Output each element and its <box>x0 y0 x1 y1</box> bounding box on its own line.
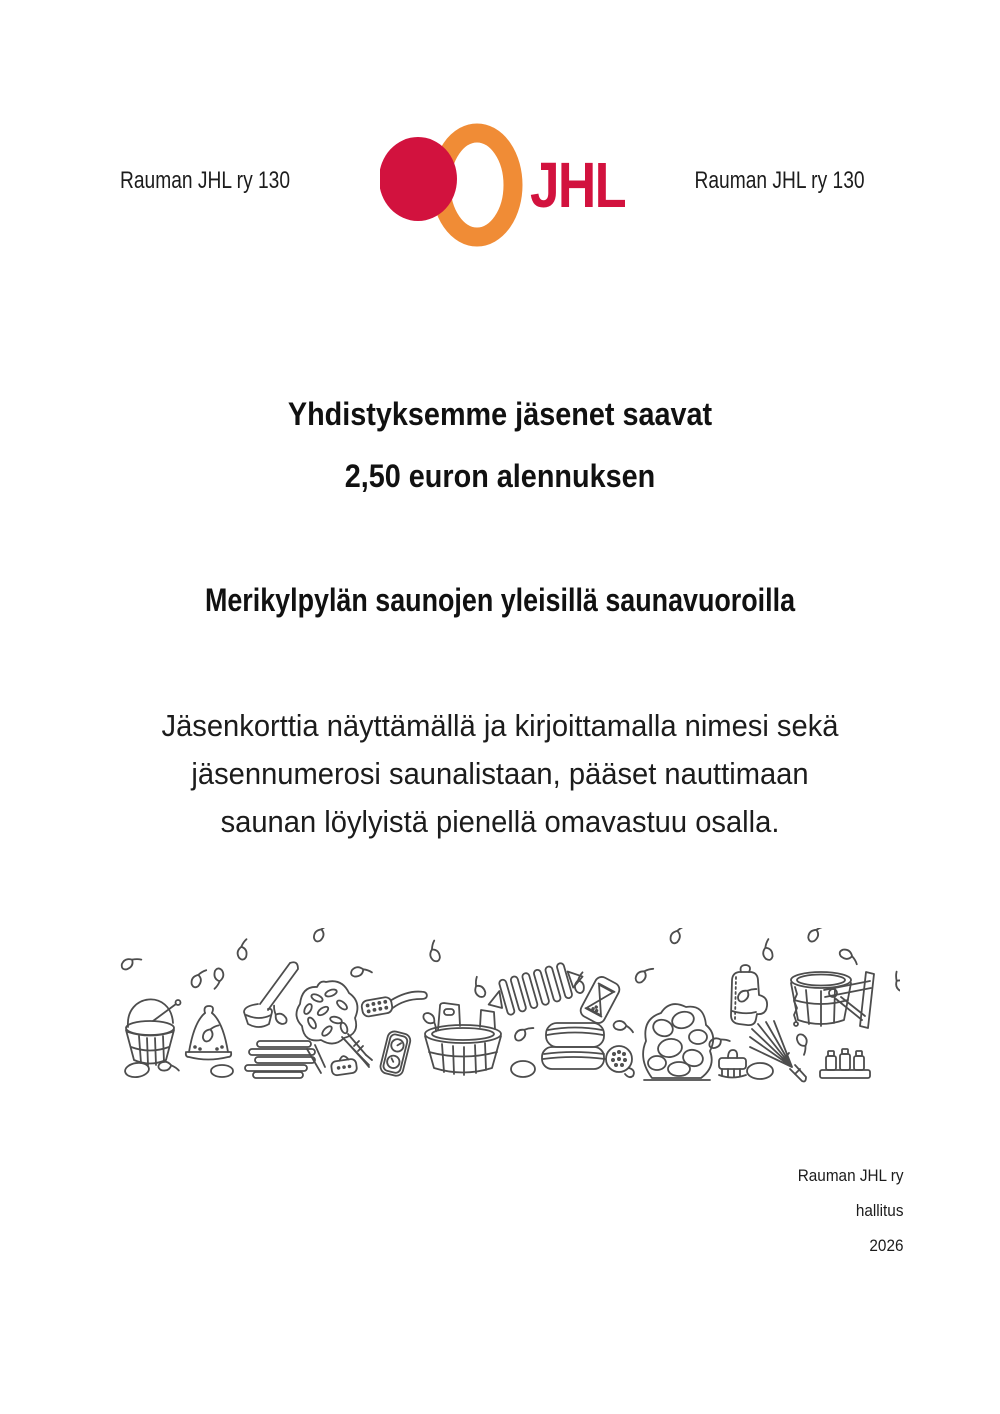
body-line-2: jäsennumerosi saunalistaan, pääset nauttimaan <box>191 756 809 791</box>
wall-bucket-icon <box>791 972 874 1028</box>
stone-icon <box>211 1065 233 1077</box>
header-right-label: Rauman JHL ry 130 <box>694 167 865 194</box>
scrub-brush-icon <box>361 990 429 1018</box>
hourglass-icon <box>578 974 622 1025</box>
soap-icon <box>330 1055 357 1076</box>
sauna-mitt-icon <box>731 965 767 1025</box>
folded-towels-icon <box>542 1023 605 1069</box>
footer-line-2: hallitus <box>855 1201 903 1220</box>
header-left-label: Rauman JHL ry 130 <box>120 167 291 194</box>
illustration-strokes <box>120 928 900 1082</box>
headline <box>0 383 1000 507</box>
jhl-logo <box>380 112 625 252</box>
footer-signature <box>797 1158 903 1263</box>
stone-icon <box>511 1061 535 1077</box>
logo-text: JHL <box>530 150 625 222</box>
body-line-3: saunan löylyistä pienellä omavastuu osalla. <box>220 804 780 839</box>
sauna-stones-icon <box>643 1004 713 1080</box>
body-paragraph <box>0 702 1000 846</box>
headline-line-1: Yhdistyksemme jäsenet saavat <box>287 396 713 432</box>
wooden-tub-icon <box>425 1003 501 1075</box>
ladle-icon <box>244 962 298 1027</box>
massage-brush-icon <box>606 1046 634 1077</box>
subheadline: Merikylpylän saunojen yleisillä saunavuoroilla <box>204 582 796 618</box>
footer-line-3: 2026 <box>868 1236 903 1255</box>
body-line-1: Jäsenkorttia näyttämällä ja kirjoittamalla nimesi sekä <box>161 708 839 743</box>
footer-line-1: Rauman JHL ry <box>797 1166 903 1185</box>
oil-bottles-icon <box>820 1049 870 1078</box>
birch-leaves-icon <box>120 928 900 1075</box>
sauna-hat-icon <box>186 1006 231 1060</box>
bench-planks-icon <box>245 1041 325 1078</box>
wooden-bucket-icon <box>126 999 181 1065</box>
sauna-illustration <box>100 928 900 1103</box>
hand-brush-icon <box>719 1050 746 1078</box>
thermometer-icon <box>379 1030 412 1077</box>
headline-line-2: 2,50 euron alennuksen <box>344 458 656 494</box>
pebble-icon <box>124 1061 150 1078</box>
sauna-headrest-icon <box>483 958 587 1020</box>
logo-circle <box>380 137 457 221</box>
fan-whisk-icon <box>750 1021 806 1082</box>
stone-icon <box>747 1063 773 1079</box>
